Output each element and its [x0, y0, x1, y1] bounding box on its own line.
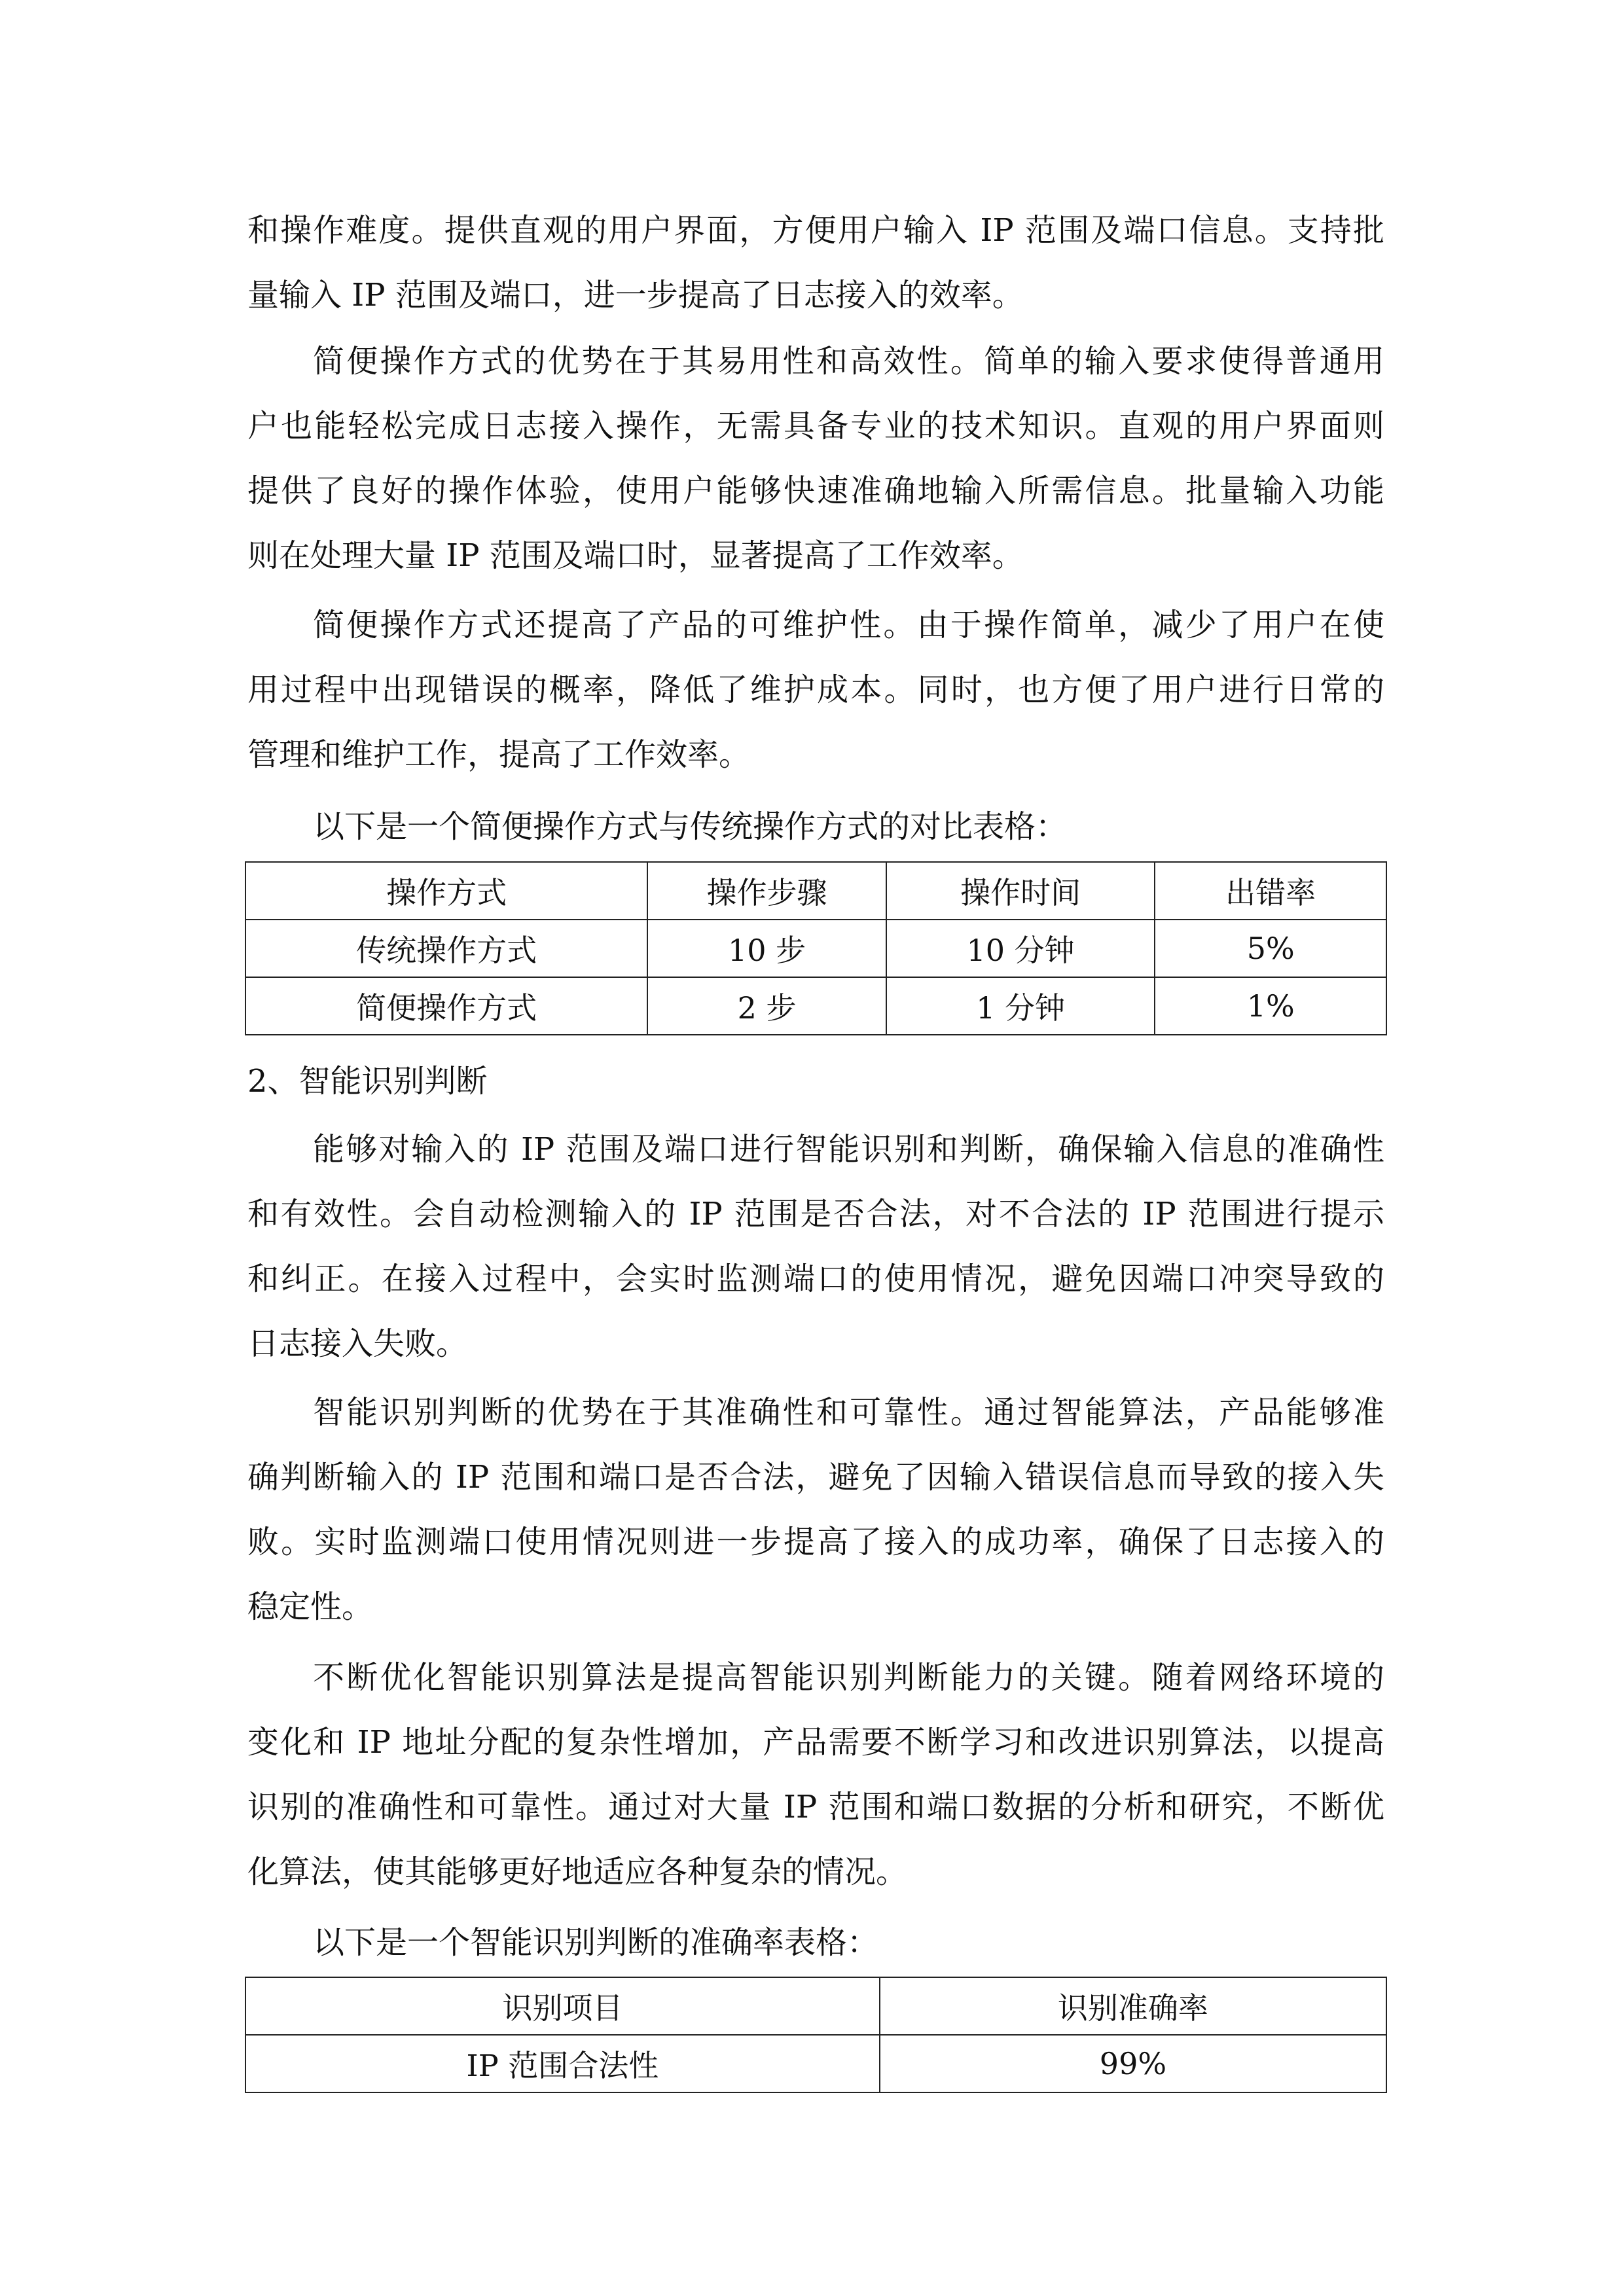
- table-header-cell: 操作时间: [886, 862, 1155, 920]
- text-line: 智能识别判断的优势在于其准确性和可靠性。通过智能算法，产品能够准: [313, 1394, 1384, 1431]
- text-line: 稳定性。: [247, 1588, 374, 1625]
- text-line: 管理和维护工作，提高了工作效率。: [247, 736, 751, 773]
- paragraph: [247, 1645, 1384, 1905]
- text-line: 和纠正。在接入过程中，会实时监测端口的使用情况，避免因端口冲突导致的: [247, 1261, 1384, 1297]
- text-line: 户也能轻松完成日志接入操作，无需具备专业的技术知识。直观的用户界面则: [247, 408, 1384, 444]
- table-cell: IP 范围合法性: [245, 2035, 880, 2092]
- paragraph: [247, 1380, 1384, 1640]
- text-line: 和有效性。会自动检测输入的 IP 范围是否合法，对不合法的 IP 范围进行提示: [247, 1196, 1384, 1232]
- text-line: 日志接入失败。: [247, 1325, 468, 1362]
- table-header-row: [245, 1977, 1386, 2035]
- text-line: 不断优化智能识别算法是提高智能识别判断能力的关键。随着网络环境的: [313, 1659, 1384, 1696]
- text-line: 2、智能识别判断: [247, 1063, 488, 1100]
- text-line: 化算法，使其能够更好地适应各种复杂的情况。: [247, 1854, 908, 1890]
- table-cell: 10 步: [647, 920, 886, 977]
- table-row: [245, 2035, 1386, 2092]
- text-line: 败。实时监测端口使用情况则进一步提高了接入的成功率，确保了日志接入的: [247, 1524, 1384, 1560]
- text-line: 能够对输入的 IP 范围及端口进行智能识别和判断，确保输入信息的准确性: [313, 1131, 1384, 1168]
- table-header-cell: 操作方式: [245, 862, 647, 920]
- text-line: 以下是一个简便操作方式与传统操作方式的对比表格：: [313, 808, 1068, 845]
- text-line: 则在处理大量 IP 范围及端口时，显著提高了工作效率。: [247, 537, 1024, 574]
- paragraph: [247, 329, 1384, 588]
- table-cell: 2 步: [647, 977, 886, 1035]
- text-line: 和操作难度。提供直观的用户界面，方便用户输入 IP 范围及端口信息。支持批: [247, 212, 1384, 249]
- table-cell: 1%: [1155, 977, 1386, 1035]
- table-header-cell: 出错率: [1155, 862, 1386, 920]
- table-cell: 1 分钟: [886, 977, 1155, 1035]
- paragraph: [247, 593, 1384, 787]
- recognition-accuracy-table: [245, 1977, 1387, 2093]
- text-line: 简便操作方式还提高了产品的可维护性。由于操作简单，减少了用户在使: [313, 607, 1384, 643]
- table-cell: 10 分钟: [886, 920, 1155, 977]
- table-row: [245, 977, 1386, 1035]
- table-header-cell: 识别准确率: [880, 1977, 1386, 2035]
- text-line: 提供了良好的操作体验，使用户能够快速准确地输入所需信息。批量输入功能: [247, 473, 1384, 509]
- text-line: 用过程中出现错误的概率，降低了维护成本。同时，也方便了用户进行日常的: [247, 672, 1384, 708]
- paragraph: [247, 795, 1384, 859]
- table-cell: 简便操作方式: [245, 977, 647, 1035]
- section-heading: [247, 1049, 1384, 1114]
- table-header-cell: 识别项目: [245, 1977, 880, 2035]
- text-line: 以下是一个智能识别判断的准确率表格：: [313, 1924, 879, 1961]
- text-line: 量输入 IP 范围及端口，进一步提高了日志接入的效率。: [247, 277, 1024, 314]
- table-cell: 99%: [880, 2035, 1386, 2092]
- paragraph: [247, 1910, 1384, 1975]
- operation-comparison-table: [245, 861, 1387, 1035]
- table-header-row: [245, 862, 1386, 920]
- text-line: 变化和 IP 地址分配的复杂性增加，产品需要不断学习和改进识别算法，以提高: [247, 1724, 1384, 1761]
- table-cell: 传统操作方式: [245, 920, 647, 977]
- paragraph: [247, 198, 1384, 328]
- table-row: [245, 920, 1386, 977]
- text-line: 简便操作方式的优势在于其易用性和高效性。简单的输入要求使得普通用: [313, 343, 1384, 380]
- text-line: 确判断输入的 IP 范围和端口是否合法，避免了因输入错误信息而导致的接入失: [247, 1459, 1384, 1496]
- text-line: 识别的准确性和可靠性。通过对大量 IP 范围和端口数据的分析和研究，不断优: [247, 1789, 1384, 1825]
- paragraph: [247, 1117, 1384, 1376]
- table-header-cell: 操作步骤: [647, 862, 886, 920]
- table-cell: 5%: [1155, 920, 1386, 977]
